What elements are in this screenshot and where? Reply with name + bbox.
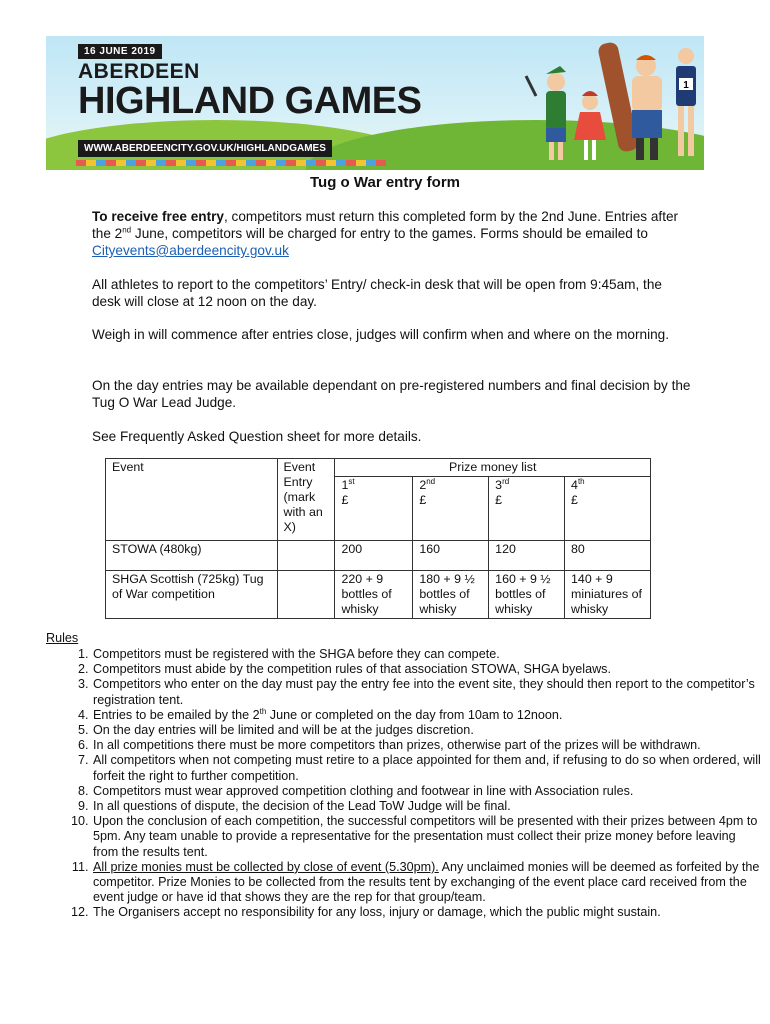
prize-cell: 160 [413,541,489,571]
rule-item: 11. All prize monies must be collected by close of event (5.30pm). Any unclaimed monies will be deemed as forfeited by the competitor. Prize Monies to be collected from the results tent by exchanging of the event place card received from the event judge or have id that shows they are the rep for that group/team. [92,860,762,906]
banner-date: 16 JUNE 2019 [78,44,162,59]
rules-heading: Rules [46,631,79,645]
banner-url: WWW.ABERDEENCITY.GOV.UK/HIGHLANDGAMES [78,140,332,157]
faq-paragraph: See Frequently Asked Question sheet for more details. [92,429,422,444]
athlete-number: 1 [683,80,689,91]
event-name: STOWA (480kg) [106,541,278,571]
rules-list [46,647,762,921]
checkin-paragraph: All athletes to report to the competitors’ Entry/ check-in desk that will be open from 9:45am, the desk will close at 12 noon on the day. [92,277,662,309]
rule-item: 7. All competitors when not competing must retire to a place appointed for them and, if refusing to do so when ordered, will forfeit the right to further competition. [92,753,762,783]
header-prize-money: Prize money list [335,459,651,477]
rule-item: 8. Competitors must wear approved competition clothing and footwear in line with Association rules. [92,784,762,799]
intro-lead: To receive free entry [92,209,224,224]
banner-city: ABERDEEN [78,60,200,83]
place-2: 2nd £ [413,477,489,541]
rule-item: 5. On the day entries will be limited and will be at the judges discretion. [92,723,762,738]
prize-cell: 180 + 9 ½ bottles of whisky [413,571,489,619]
prize-cell: 80 [565,541,651,571]
intro-text-b: June, competitors will be charged for entry to the games. Forms should be emailed to [131,226,648,241]
prize-cell: 120 [489,541,565,571]
header-entry: Event Entry (mark with an X) [277,459,335,541]
weighin-paragraph: Weigh in will commence after entries close, judges will confirm when and where on the morning. [92,327,669,342]
event-name: SHGA Scottish (725kg) Tug of War competition [106,571,278,619]
place-1: 1st £ [335,477,413,541]
rule-item: 6. In all competitions there must be more competitors than prizes, otherwise part of the prizes will be withdrawn. [92,738,762,753]
rule-item: 1. Competitors must be registered with the SHGA before they can compete. [92,647,762,662]
entry-mark-cell[interactable] [277,541,335,571]
prize-cell: 200 [335,541,413,571]
prize-cell: 220 + 9 bottles of whisky [335,571,413,619]
table-header-row [106,459,651,477]
page-title: Tug o War entry form [310,174,460,191]
rule-item: 10. Upon the conclusion of each competition, the successful competitors will be presented with their prizes between 4pm to 5pm. Any team unable to provide a representative for the presentation must collect their prize money before leaving from the results tent. [92,814,762,860]
entry-mark-cell[interactable] [277,571,335,619]
intro-sup: nd [122,225,132,235]
rule-item: 9. In all questions of dispute, the decision of the Lead ToW Judge will be final. [92,799,762,814]
banner-bunting [76,160,386,166]
prize-table [105,458,651,619]
intro-text-a: , competitors must return this completed form by the 2nd June. Entries after the 2 [92,209,679,241]
intro-paragraph [92,208,692,259]
email-link[interactable]: Cityevents@aberdeencity.gov.uk [92,243,289,258]
header-event: Event [106,459,278,541]
prize-cell: 160 + 9 ½ bottles of whisky [489,571,565,619]
table-row [106,571,651,619]
on-the-day-paragraph: On the day entries may be available dependant on pre-registered numbers and final decision by the Tug O War Lead Judge. [92,378,691,410]
rule-item: 12. The Organisers accept no responsibility for any loss, injury or damage, which the public might sustain. [92,905,762,920]
rule-item: 3. Competitors who enter on the day must pay the entry fee into the event site, they should then report to the competitor’s registration tent. [92,677,762,707]
table-row [106,541,651,571]
rule-item: 4. Entries to be emailed by the 2th June or completed on the day from 10am to 12noon. [92,708,762,723]
event-banner [46,36,704,170]
prize-cell: 140 + 9 miniatures of whisky [565,571,651,619]
athletes-illustration [516,36,704,170]
banner-title: HIGHLAND GAMES [78,80,422,122]
place-4: 4th £ [565,477,651,541]
place-3: 3rd £ [489,477,565,541]
rule-item: 2. Competitors must abide by the competition rules of that association STOWA, SHGA byelaws. [92,662,762,677]
